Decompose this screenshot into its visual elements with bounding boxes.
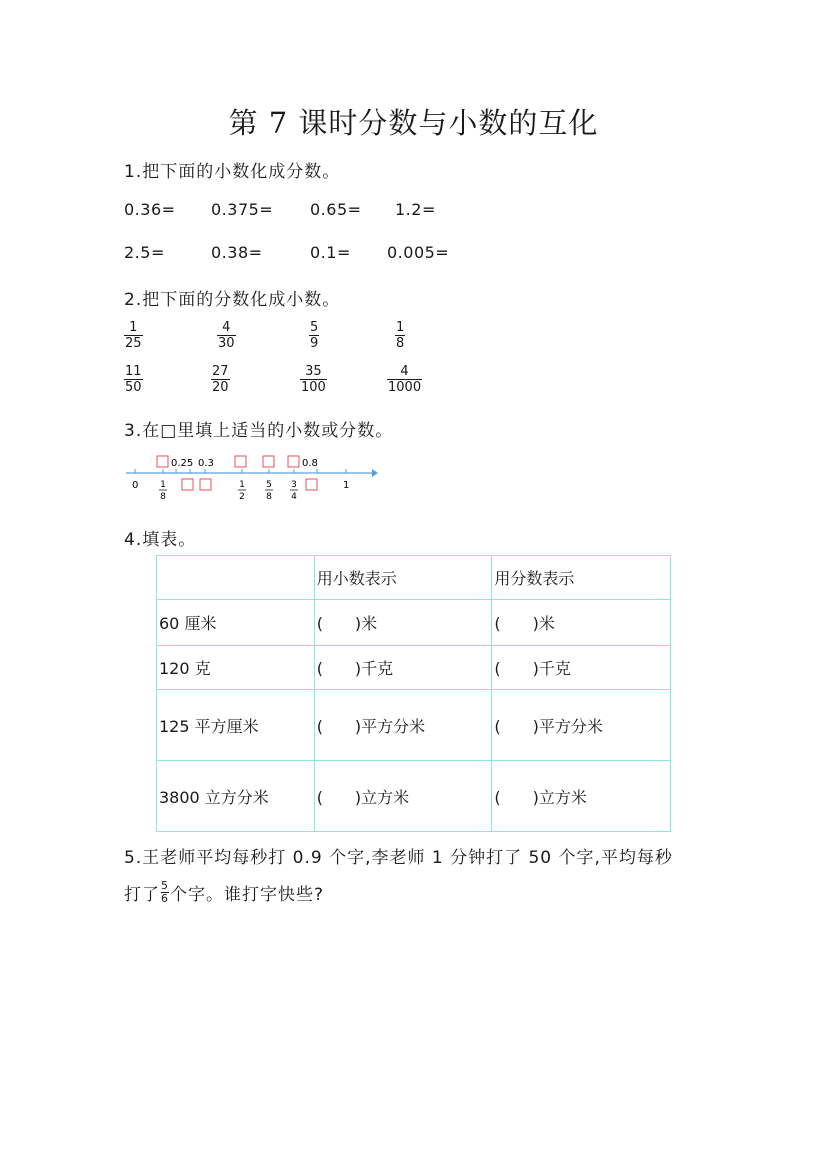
fraction-numerator: 35 xyxy=(305,364,322,379)
table-cell: 120 克 xyxy=(157,646,315,690)
fraction-denominator: 6 xyxy=(161,892,169,905)
table-row xyxy=(157,646,671,690)
answer-box xyxy=(157,456,168,467)
table-row xyxy=(157,600,671,646)
table-cell: ( )立方米 xyxy=(314,761,492,832)
number-line-label: 0.3 xyxy=(198,458,214,469)
q1-heading: 1.把下面的小数化成分数。 xyxy=(124,162,341,182)
q2-fraction xyxy=(395,320,405,351)
q4-heading: 4.填表。 xyxy=(124,530,197,550)
q2-fraction xyxy=(309,320,319,351)
q5-fraction xyxy=(161,880,169,905)
q2-fraction xyxy=(217,320,236,351)
table-cell: ( )米 xyxy=(492,600,671,646)
table-cell: ( )米 xyxy=(314,600,492,646)
fraction-denominator: 25 xyxy=(125,336,142,351)
table-cell: 60 厘米 xyxy=(157,600,315,646)
number-line-label: 0.25 xyxy=(171,458,194,469)
q1-item: 0.005= xyxy=(387,243,450,262)
table-cell: ( )平方分米 xyxy=(492,690,671,761)
fraction-numerator: 1 xyxy=(129,320,138,335)
q2-fraction xyxy=(387,364,422,395)
fraction-numerator: 11 xyxy=(125,364,142,379)
fraction-denominator: 100 xyxy=(301,380,326,395)
fraction-numerator: 4 xyxy=(222,320,231,335)
q1-item: 0.36= xyxy=(124,200,176,219)
q5-suffix: 个字。谁打字快些? xyxy=(170,885,325,905)
table-header-row xyxy=(157,556,671,600)
fraction-numerator: 27 xyxy=(212,364,229,379)
table-row xyxy=(157,761,671,832)
number-line-frac-den: 4 xyxy=(291,492,297,502)
answer-box xyxy=(182,479,193,490)
answer-box xyxy=(200,479,211,490)
q2-fraction xyxy=(300,364,327,395)
number-line xyxy=(122,452,382,507)
number-line-frac-den: 8 xyxy=(160,492,166,502)
number-line-frac-num: 5 xyxy=(266,480,272,490)
number-line-label: 0.8 xyxy=(302,458,318,469)
number-line-frac-num: 3 xyxy=(291,480,297,490)
table-cell: ( )立方米 xyxy=(492,761,671,832)
fraction-denominator: 9 xyxy=(310,336,319,351)
table-cell: ( )平方分米 xyxy=(314,690,492,761)
fraction-numerator: 4 xyxy=(400,364,409,379)
q2-heading: 2.把下面的分数化成小数。 xyxy=(124,290,341,310)
answer-box xyxy=(306,479,317,490)
q5-line1: 5.王老师平均每秒打 0.9 个字,李老师 1 分钟打了 50 个字,平均每秒 xyxy=(124,848,673,868)
q5-line2 xyxy=(124,880,324,905)
number-line-frac-num: 1 xyxy=(160,480,166,490)
q2-fraction xyxy=(211,364,230,395)
table-header-cell: 用分数表示 xyxy=(492,556,671,600)
table-cell: 3800 立方分米 xyxy=(157,761,315,832)
table-header-cell xyxy=(157,556,315,600)
q2-fraction xyxy=(124,364,143,395)
answer-box xyxy=(288,456,299,467)
q1-item: 1.2= xyxy=(395,200,436,219)
number-line-one: 1 xyxy=(343,480,350,491)
fraction-numerator: 5 xyxy=(161,879,169,892)
q1-item: 2.5= xyxy=(124,243,165,262)
table-cell: ( )千克 xyxy=(314,646,492,690)
table-cell: 125 平方厘米 xyxy=(157,690,315,761)
page-title: 第 7 课时分数与小数的互化 xyxy=(228,106,599,140)
number-line-frac-num: 1 xyxy=(239,480,245,490)
number-line-arrow xyxy=(372,469,378,477)
fraction-denominator: 30 xyxy=(218,336,235,351)
fraction-denominator: 20 xyxy=(212,380,229,395)
answer-box xyxy=(263,456,274,467)
fraction-denominator: 1000 xyxy=(388,380,422,395)
answer-box xyxy=(235,456,246,467)
q3-heading: 3.在□里填上适当的小数或分数。 xyxy=(124,421,394,441)
number-line-frac-den: 8 xyxy=(266,492,272,502)
q5-prefix: 打了 xyxy=(124,885,160,905)
number-line-zero: 0 xyxy=(132,480,139,491)
q1-item: 0.38= xyxy=(211,243,263,262)
conversion-table xyxy=(156,555,671,832)
q1-item: 0.65= xyxy=(310,200,362,219)
q2-fraction xyxy=(124,320,143,351)
table-row xyxy=(157,690,671,761)
fraction-numerator: 1 xyxy=(396,320,405,335)
fraction-denominator: 8 xyxy=(396,336,405,351)
table-cell: ( )千克 xyxy=(492,646,671,690)
table-header-cell: 用小数表示 xyxy=(314,556,492,600)
fraction-numerator: 5 xyxy=(310,320,319,335)
fraction-denominator: 50 xyxy=(125,380,142,395)
q1-item: 0.375= xyxy=(211,200,274,219)
q1-item: 0.1= xyxy=(310,243,351,262)
number-line-frac-den: 2 xyxy=(239,492,245,502)
